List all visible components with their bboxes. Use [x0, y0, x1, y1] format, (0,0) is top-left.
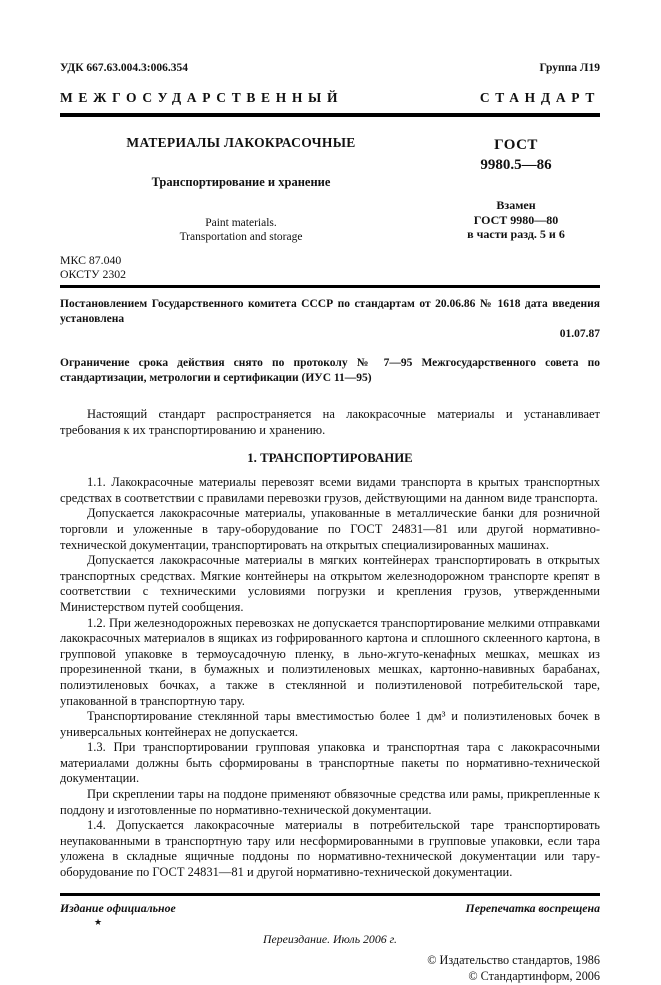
paragraph-1-2a: Транспортирование стеклянной тары вместимостью более 1 дм³ и полиэтиленовых бочек в универсальных контейнерах не допускается. — [60, 709, 600, 739]
okstu-code: ОКСТУ 2302 — [60, 266, 127, 281]
intro-paragraph — [60, 407, 600, 438]
paragraph-1-4: 1.4. Допускается лакокрасочные материалы в потребительской таре транспортировать неупакованными в транспортную тару или несформированными в групповые упаковки, если тара уложена в складные ящичные поддоны по нормативно-технической документации или тару-оборудование по ГОСТ 24831—81 и другой нормативно-технической документации. — [60, 818, 600, 880]
replaces-note: в части разд. 5 и 6 — [467, 227, 565, 241]
section-1-body — [60, 475, 600, 880]
paragraph-1-2: 1.2. При железнодорожных перевозках не допускается транспортирование мелкими отправками лакокрасочных материалов в ящиках из гофрированного картона и сплошного склеенного картона, в групповой упаковке в термоусадочную пленку, в льно-жгуто-кенафных мешках, мешках из прорезиненной ткани, в бумажных и полиэтиленовых мешках, картонно-навивных барабанах, полиэтиленовых бочках, а также в стеклянной и полиэтиленовой потребительской таре, упакованной в транспортную тару. — [60, 615, 600, 708]
footer-rule — [60, 893, 600, 896]
decree-text: Постановлением Государственного комитета СССР по стандартам от 20.06.86 № 1618 дата введения установлена — [60, 298, 600, 325]
copyright-1986: © Издательство стандартов, 1986 — [427, 952, 600, 967]
paragraph-1-3a: При скреплении тары на поддоне применяют обвязочные средства или рамы, прикрепленные к поддону и изготовленные по нормативно-технической документации. — [60, 787, 600, 817]
reissue-note: Переиздание. Июль 2006 г. — [263, 931, 397, 946]
document-title-english — [60, 216, 422, 244]
title-block-rule — [60, 285, 600, 288]
paragraph-1-1: 1.1. Лакокрасочные материалы перевозят всеми видами транспорта в крытых транспортных средствах в соответствии с правилами перевозки грузов, действующими на данном виде транспорта. — [60, 475, 600, 505]
replaces-number: ГОСТ 9980—80 — [473, 212, 559, 227]
star-icon: ★ — [94, 916, 103, 927]
title-block — [60, 131, 600, 244]
limitation-paragraph: Ограничение срока действия снято по протоколу № 7—95 Межгосударственного совета по стандартизации, метрологии и сертификации (ИУС 11—95) — [60, 357, 600, 384]
gost-label: ГОСТ — [494, 137, 538, 153]
title-column — [60, 131, 432, 244]
header-rule — [60, 113, 600, 117]
copyright-2006: © Стандартинформ, 2006 — [468, 969, 600, 984]
document-title: МАТЕРИАЛЫ ЛАКОКРАСОЧНЫЕ — [126, 135, 356, 150]
footer-notice-row — [60, 901, 600, 916]
classification-codes — [60, 254, 600, 281]
decree-paragraph — [60, 297, 600, 342]
copyright-block — [60, 952, 600, 985]
official-edition-label: Издание официальное — [60, 900, 176, 915]
reprint-forbidden-label: Перепечатка воспрещена — [465, 900, 600, 915]
paragraph-1-1a: Допускается лакокрасочные материалы, упакованные в металлические банки для розничной торговли и уложенные в тару-оборудование по ГОСТ 24831—81 или другой нормативно-технической документации, транспортировать на открытых специализированных машинах. — [60, 506, 600, 552]
title-en-line2: Transportation and storage — [179, 231, 303, 243]
gost-designation-column — [432, 131, 600, 244]
title-en-line1: Paint materials. — [205, 217, 277, 229]
mks-code: МКС 87.040 — [60, 253, 122, 267]
gost-number: 9980.5—86 — [480, 157, 552, 173]
standard-type-word1: МЕЖГОСУДАРСТВЕННЫЙ — [60, 90, 344, 105]
udk-row — [60, 62, 600, 74]
group-code: Группа Л19 — [539, 62, 600, 74]
paragraph-1-3: 1.3. При транспортировании групповая упаковка и транспортная тара с лакокрасочными материалами должны быть сформированы в транспортные пакеты по нормативно-технической документации. — [60, 740, 600, 786]
document-subtitle: Транспортирование и хранение — [151, 175, 331, 189]
standard-type-word2: СТАНДАРТ — [479, 90, 600, 105]
effective-date: 01.07.87 — [559, 328, 600, 340]
udk-code: УДК 667.63.004.3:006.354 — [60, 62, 188, 74]
replaces-block — [432, 198, 600, 242]
section-1-heading: 1. ТРАНСПОРТИРОВАНИЕ — [247, 451, 413, 466]
replaces-label: Взамен — [496, 198, 536, 212]
intro-text: Настоящий стандарт распространяется на лакокрасочные материалы и устанавливает требования к их транспортированию и хранению. — [60, 407, 600, 437]
standard-type-heading — [60, 90, 600, 106]
paragraph-1-1b: Допускается лакокрасочные материалы в мягких контейнерах транспортировать в открытых транспортных средствах. Мягкие контейнеры на открытом железнодорожном транспорте крепят в соответствии с техническими условиями погрузки и крепления грузов, утвержденными Министерством путей сообщения. — [60, 553, 600, 614]
